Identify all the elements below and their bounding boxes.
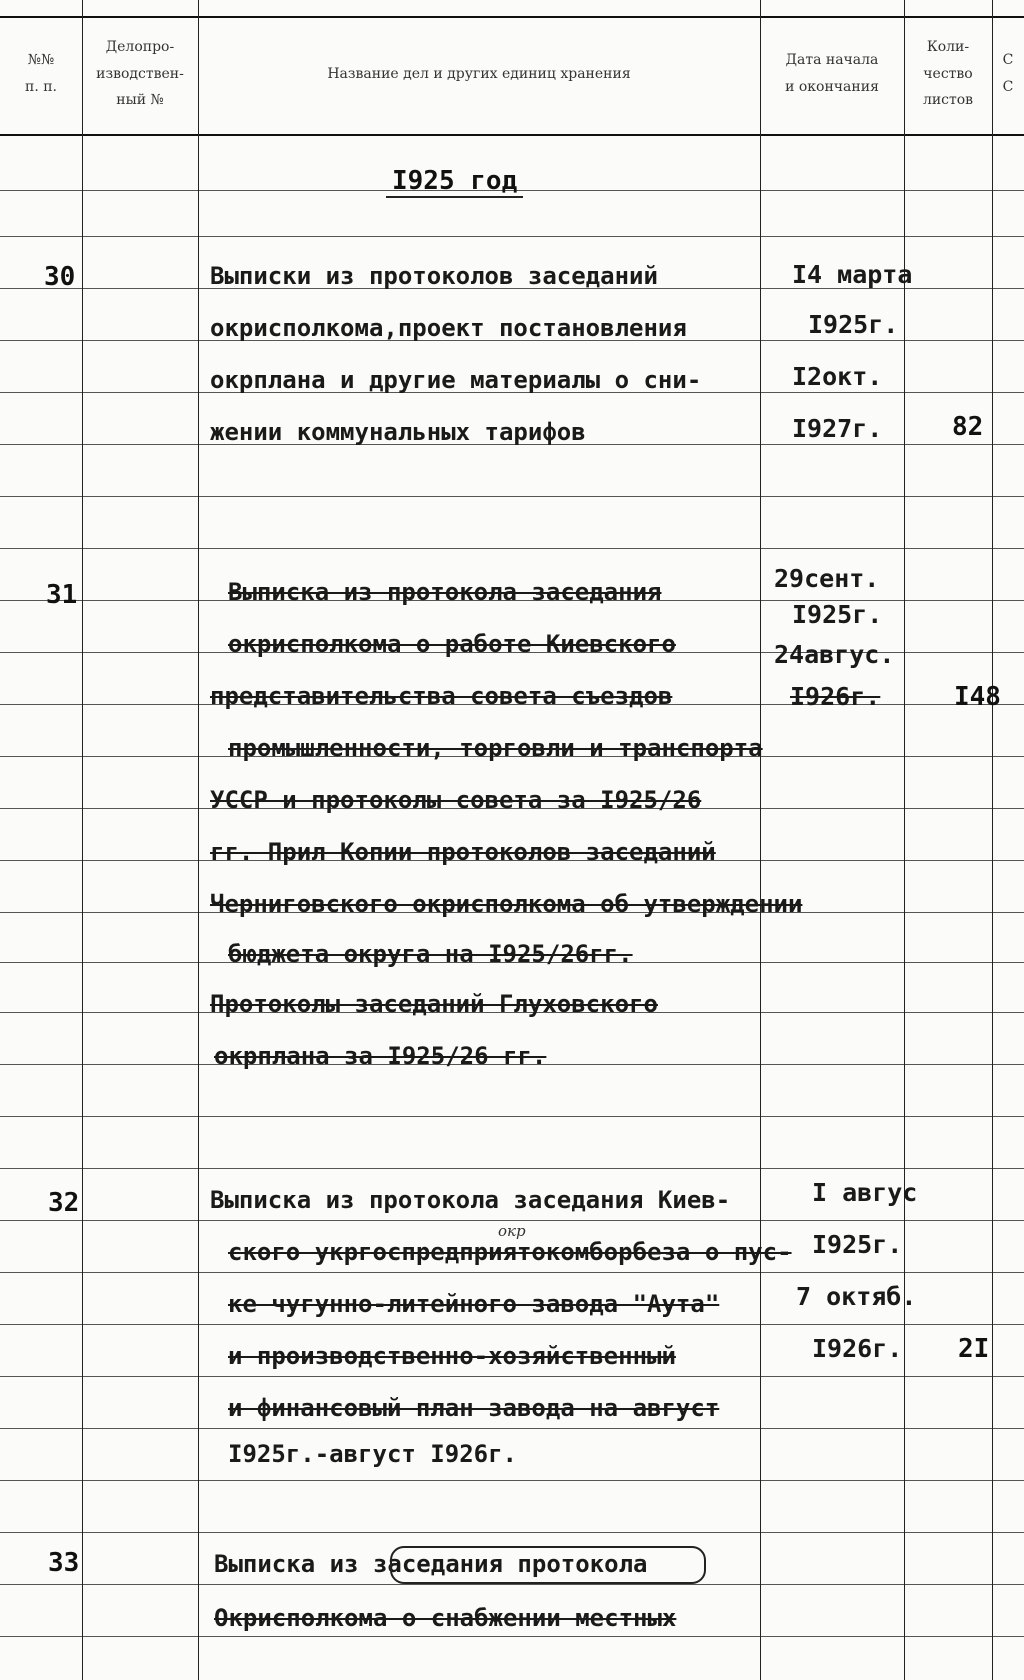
entry-title-line: представительства совета съездов (210, 682, 673, 710)
entry-title-line: I925г.-август I926г. (228, 1440, 517, 1468)
entry-title-line: Выписки из протоколов заседаний (210, 262, 658, 290)
entry-title-line: УССР и протоколы совета за I925/26 (210, 786, 702, 814)
entry-date: I4 марта (792, 260, 913, 289)
entry-title-line: окрплана и другие материалы о сни- (210, 366, 702, 394)
column-divider (82, 0, 83, 1680)
rule-line (0, 1428, 1024, 1429)
entry-title-line: жении коммунальных тарифов (210, 418, 586, 446)
header-office-number: Делопро- изводствен- ный № (96, 39, 184, 109)
rule-line (0, 1116, 1024, 1117)
entry-date: 7 октяб. (796, 1282, 917, 1311)
entry-title-line: гг. Прил Копии протоколов заседаний (210, 838, 716, 866)
entry-title-line: промышленности, торговли и транспорта (228, 734, 763, 762)
rule-line (0, 1480, 1024, 1481)
entry-sheet-count: 2I (958, 1334, 990, 1364)
header-title: Название дел и других единиц хранения (327, 65, 631, 82)
entry-date: I926г. (790, 682, 881, 711)
rule-line (0, 1272, 1024, 1273)
handwritten-note: окр (498, 1222, 526, 1240)
entry-title-line: бюджета округа на I925/26гг. (228, 940, 633, 968)
entry-sheet-count: I48 (954, 682, 1001, 712)
entry-title-line: Выписка из протокола заседания Киев- (210, 1186, 731, 1214)
entry-title-line: ке чугунно-литейного завода "Аута" (228, 1290, 720, 1318)
entry-title-line: окрисполкома,проект постановления (210, 314, 687, 342)
column-divider (904, 0, 905, 1680)
entry-title-line: и финансовый план завода на август (228, 1394, 720, 1422)
entry-date: I925г. (812, 1230, 903, 1259)
year-heading: I925 год (386, 166, 523, 198)
entry-title-line: Окрисполкома о снабжении местных (214, 1604, 677, 1632)
entry-date: 29сент. (774, 564, 880, 593)
header-bottom-border (0, 134, 1024, 136)
entry-date: I925г. (792, 600, 883, 629)
rule-line (0, 1584, 1024, 1585)
rule-line (0, 1220, 1024, 1221)
header-dates: Дата начала и окончания (785, 52, 879, 95)
entry-date: I авгус (812, 1178, 918, 1207)
column-divider (992, 0, 993, 1680)
entry-title-line: Черниговского окрисполкома об утверждении (210, 890, 803, 918)
entry-title-line: Протоколы заседаний Глуховского (210, 990, 658, 1018)
entry-title-line: Выписка из протокола заседания (228, 578, 662, 606)
entry-title-line: ского укргоспредприятокомборбеза о пус- (228, 1238, 792, 1266)
entry-date: I2окт. (792, 362, 883, 391)
rule-line (0, 1636, 1024, 1637)
entry-date: 24авгус. (774, 640, 895, 669)
entry-sheet-count: 82 (952, 412, 984, 442)
circled-words-mark (390, 1546, 706, 1584)
entry-number: 33 (48, 1548, 80, 1578)
entry-number: 31 (46, 580, 78, 610)
entry-title-line: окрисполкома о работе Киевского (228, 630, 676, 658)
rule-line (0, 236, 1024, 237)
entry-number: 32 (48, 1188, 80, 1218)
entry-title-line: окрплана за I925/26 гг. (214, 1042, 547, 1070)
rule-line (0, 1168, 1024, 1169)
rule-line (0, 496, 1024, 497)
rule-line (0, 548, 1024, 549)
rule-line (0, 1324, 1024, 1325)
entry-date: I926г. (812, 1334, 903, 1363)
column-divider (760, 0, 761, 1680)
column-divider (198, 0, 199, 1680)
entry-date: I927г. (792, 414, 883, 443)
entry-title-line: и производственно-хозяйственный (228, 1342, 676, 1370)
entry-title-line: Выписка из заседания протокола (214, 1550, 648, 1578)
rule-line (0, 1532, 1024, 1533)
header-extra: С С (1002, 52, 1014, 95)
entry-number: 30 (44, 262, 76, 292)
header-number: №№ п. п. (24, 52, 57, 95)
entry-date: I925г. (808, 310, 899, 339)
rule-line (0, 1376, 1024, 1377)
header-sheets: Коли- чество листов (922, 39, 974, 109)
